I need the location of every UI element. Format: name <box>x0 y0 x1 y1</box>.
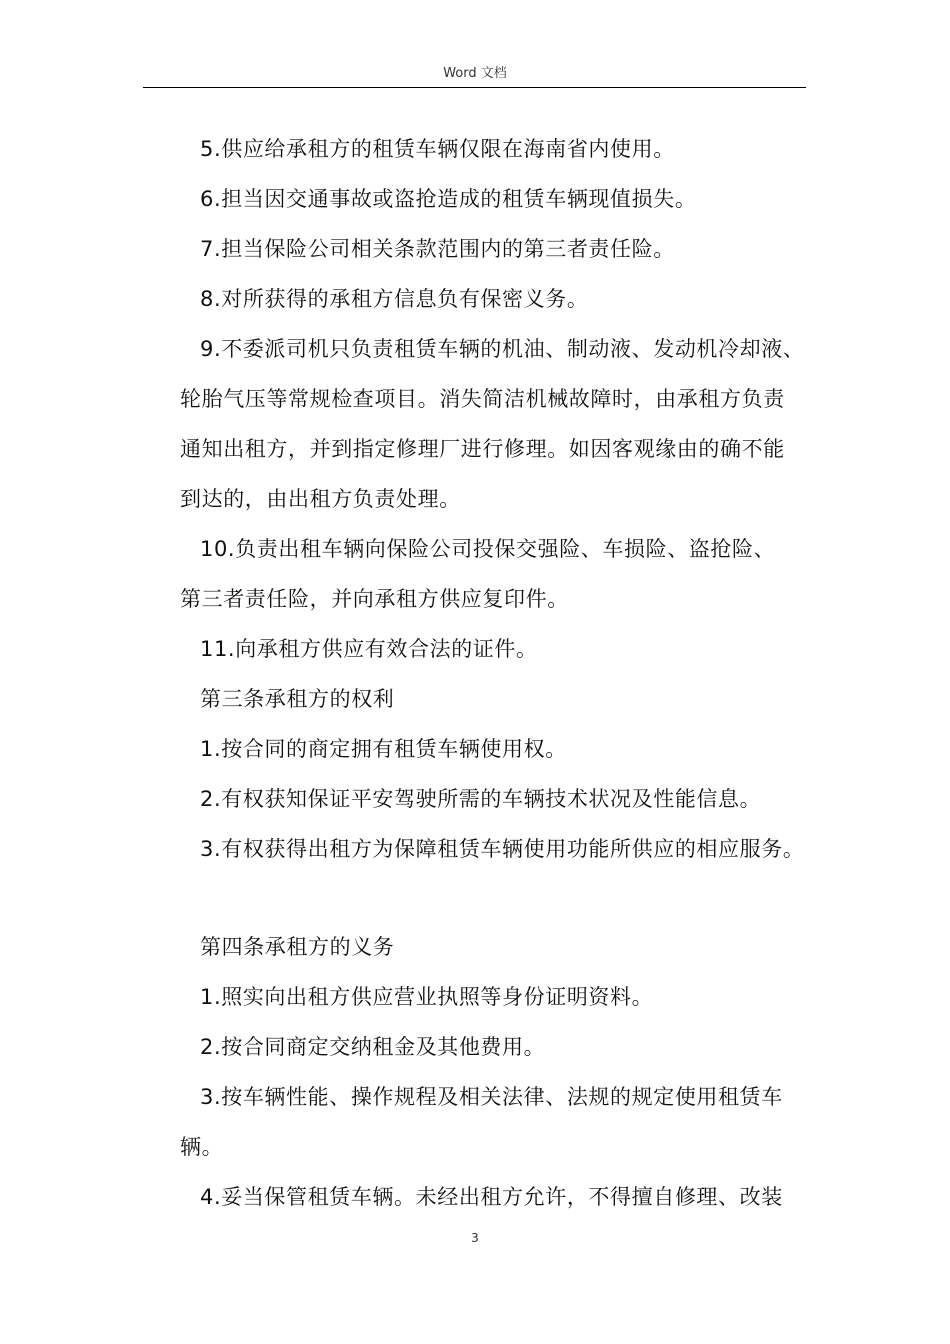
section-heading: 第三条承租方的权利 <box>200 687 395 711</box>
page-header: Word 文档 <box>443 66 507 81</box>
body-line: 到达的，由出租方负责处理。 <box>180 487 461 511</box>
body-line: 11.向承租方供应有效合法的证件。 <box>200 637 538 661</box>
body-line: 辆。 <box>180 1135 224 1159</box>
body-line: 8.对所获得的承租方信息负有保密义务。 <box>200 287 589 311</box>
body-line: 2.按合同商定交纳租金及其他费用。 <box>200 1035 546 1059</box>
page-number: 3 <box>471 1231 479 1245</box>
body-line: 6.担当因交通事故或盗抢造成的租赁车辆现值损失。 <box>200 187 697 211</box>
body-line: 9.不委派司机只负责租赁车辆的机油、制动液、发动机冷却液、 <box>200 337 805 361</box>
body-line: 第三者责任险，并向承租方供应复印件。 <box>180 587 569 611</box>
body-line: 3.有权获得出租方为保障租赁车辆使用功能所供应的相应服务。 <box>200 837 805 861</box>
body-line: 1.照实向出租方供应营业执照等身份证明资料。 <box>200 985 654 1009</box>
body-line: 轮胎气压等常规检查项目。消失简洁机械故障时，由承租方负责 <box>180 387 785 411</box>
body-line: 通知出租方，并到指定修理厂进行修理。如因客观缘由的确不能 <box>180 437 785 461</box>
body-line: 5.供应给承租方的租赁车辆仅限在海南省内使用。 <box>200 137 675 161</box>
body-line: 2.有权获知保证平安驾驶所需的车辆技术状况及性能信息。 <box>200 787 762 811</box>
section-heading: 第四条承租方的义务 <box>200 935 395 959</box>
header-divider <box>143 87 806 88</box>
body-line: 7.担当保险公司相关条款范围内的第三者责任险。 <box>200 237 675 261</box>
body-line: 4.妥当保管租赁车辆。未经出租方允许，不得擅自修理、改装 <box>200 1185 783 1209</box>
body-line: 10.负责出租车辆向保险公司投保交强险、车损险、盗抢险、 <box>200 537 776 561</box>
body-line: 1.按合同的商定拥有租赁车辆使用权。 <box>200 737 567 761</box>
body-line: 3.按车辆性能、操作规程及相关法律、法规的规定使用租赁车 <box>200 1085 783 1109</box>
